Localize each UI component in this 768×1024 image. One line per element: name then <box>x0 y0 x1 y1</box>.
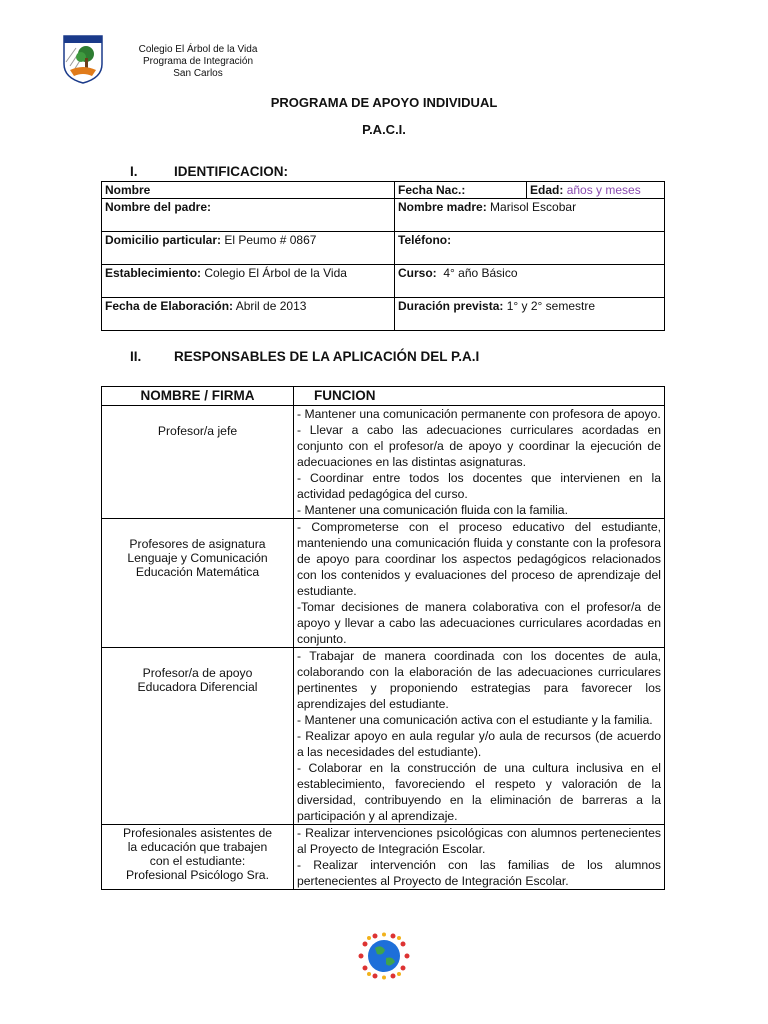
program-name-line: Programa de Integración <box>142 56 254 67</box>
column-header-nombre: NOMBRE / FIRMA <box>102 387 294 406</box>
table-row <box>102 406 665 519</box>
section-number: II. <box>130 349 142 364</box>
establecimiento-label: Establecimiento: <box>105 266 202 280</box>
edad-value: años y meses <box>566 183 641 197</box>
domicilio-value: El Peumo # 0867 <box>224 233 317 247</box>
section-responsables-heading <box>130 349 479 364</box>
function-cell <box>294 519 665 648</box>
function-item: - Trabajar de manera coordinada con los docentes de aula, colaborando con la elaboración de las adecuaciones curriculares pertinentes y proponiendo estrategias para favorecer los aprendizajes del estudiante. <box>297 649 661 711</box>
role-line: Profesor/a jefe <box>157 424 238 438</box>
madre-cell <box>395 199 665 232</box>
role-line: la educación que trabajen <box>127 840 268 854</box>
role-line: Profesional Psicólogo Sra. <box>126 868 269 882</box>
fecha-nac-cell <box>395 182 527 199</box>
section-number: I. <box>130 164 138 179</box>
role-cell <box>102 825 294 890</box>
edad-label: Edad: <box>530 183 564 197</box>
function-item: - Coordinar entre todos los docentes que intervienen en la actividad pedagógica del curso. <box>297 471 661 501</box>
role-cell <box>102 519 294 648</box>
function-item: - Realizar apoyo en aula regular y/o aula de recursos (de acuerdo a las necesidades del estudiante). <box>297 729 661 759</box>
school-header <box>62 34 302 86</box>
fecha-elaboracion-label: Fecha de Elaboración: <box>105 299 234 313</box>
role-cell <box>102 406 294 519</box>
padre-cell <box>102 199 395 232</box>
function-item: - Comprometerse con el proceso educativo del estudiante, manteniendo una comunicación fluida y constante con la profesora de apoyo para coordinar los aspectos pedagógicos relacionados con los contenidos y evaluaciones del proceso de aprendizaje del estudiante. <box>297 520 661 598</box>
role-line: Profesor/a de apoyo <box>142 666 253 680</box>
table-row <box>102 519 665 648</box>
duracion-value: 1° y 2° semestre <box>506 299 596 313</box>
table-row <box>102 648 665 825</box>
responsables-table <box>101 386 665 890</box>
function-item: - Realizar intervenciones psicológicas con alumnos pertenecientes al Proyecto de Integración Escolar. <box>297 826 661 856</box>
establecimiento-value: Colegio El Árbol de la Vida <box>204 266 347 280</box>
function-cell <box>294 406 665 519</box>
school-name <box>108 44 288 80</box>
school-name-line: Colegio El Árbol de la Vida <box>138 44 258 55</box>
document-subtitle: P.A.C.I. <box>362 122 406 137</box>
curso-value: 4° año Básico <box>443 266 518 280</box>
function-item: - Mantener una comunicación permanente con profesora de apoyo. <box>297 407 661 421</box>
function-item: - Llevar a cabo las adecuaciones curriculares acordadas en conjunto con el profesor/a de apoyo y coordinar la ejecución de adecuaciones en las distintas asignaturas. <box>297 423 661 469</box>
curso-cell <box>395 265 665 298</box>
telefono-label: Teléfono: <box>398 233 452 247</box>
role-line: Profesores de asignatura <box>129 537 266 551</box>
function-item: - Realizar intervención con las familias de los alumnos pertenecientes al Proyecto de Integración Escolar. <box>297 858 661 888</box>
duracion-cell <box>395 298 665 331</box>
section-identificacion-heading <box>130 164 288 179</box>
curso-label: Curso: <box>398 266 437 280</box>
establecimiento-cell <box>102 265 395 298</box>
role-line: Educación Matemática <box>135 565 260 579</box>
role-cell <box>102 648 294 825</box>
function-item: - Mantener una comunicación fluida con la familia. <box>297 503 568 517</box>
document-title: PROGRAMA DE APOYO INDIVIDUAL <box>270 95 498 110</box>
nombre-label: Nombre <box>105 183 151 197</box>
padre-label: Nombre del padre: <box>105 200 212 214</box>
role-line: Educadora Diferencial <box>137 680 258 694</box>
telefono-cell <box>395 232 665 265</box>
nombre-cell <box>102 182 395 199</box>
domicilio-label: Domicilio particular: <box>105 233 222 247</box>
table-row <box>102 825 665 890</box>
edad-cell <box>527 182 665 199</box>
madre-value: Marisol Escobar <box>490 200 577 214</box>
role-line: Profesionales asistentes de <box>122 826 273 840</box>
role-line: Lenguaje y Comunicación <box>127 551 268 565</box>
function-cell <box>294 648 665 825</box>
domicilio-cell <box>102 232 395 265</box>
fecha-elaboracion-cell <box>102 298 395 331</box>
globe-children-icon <box>353 932 415 980</box>
function-item: -Tomar decisiones de manera colaborativa con el profesor/a de apoyo y llevar a cabo las adecuaciones curriculares acordadas en conjunto. <box>297 600 661 646</box>
identification-table <box>101 181 665 331</box>
fecha-elaboracion-value: Abril de 2013 <box>235 299 307 313</box>
duracion-label: Duración prevista: <box>398 299 504 313</box>
madre-label: Nombre madre: <box>398 200 487 214</box>
function-cell <box>294 825 665 890</box>
city-line: San Carlos <box>173 68 223 79</box>
section-title: IDENTIFICACION: <box>174 164 288 179</box>
fecha-nac-label: Fecha Nac.: <box>398 183 466 197</box>
function-item: - Mantener una comunicación activa con el estudiante y la familia. <box>297 713 653 727</box>
function-item: - Colaborar en la construcción de una cultura inclusiva en el establecimiento, favoreciendo el respeto y valoración de la diversidad, contribuyendo en la eliminación de barreras a la participación y al aprendizaje. <box>297 761 661 823</box>
section-title: RESPONSABLES DE LA APLICACIÓN DEL P.A.I <box>174 349 480 364</box>
role-line: con el estudiante: <box>149 854 246 868</box>
column-header-funcion: FUNCION <box>294 387 665 406</box>
tree-shield-logo-icon <box>62 34 104 84</box>
